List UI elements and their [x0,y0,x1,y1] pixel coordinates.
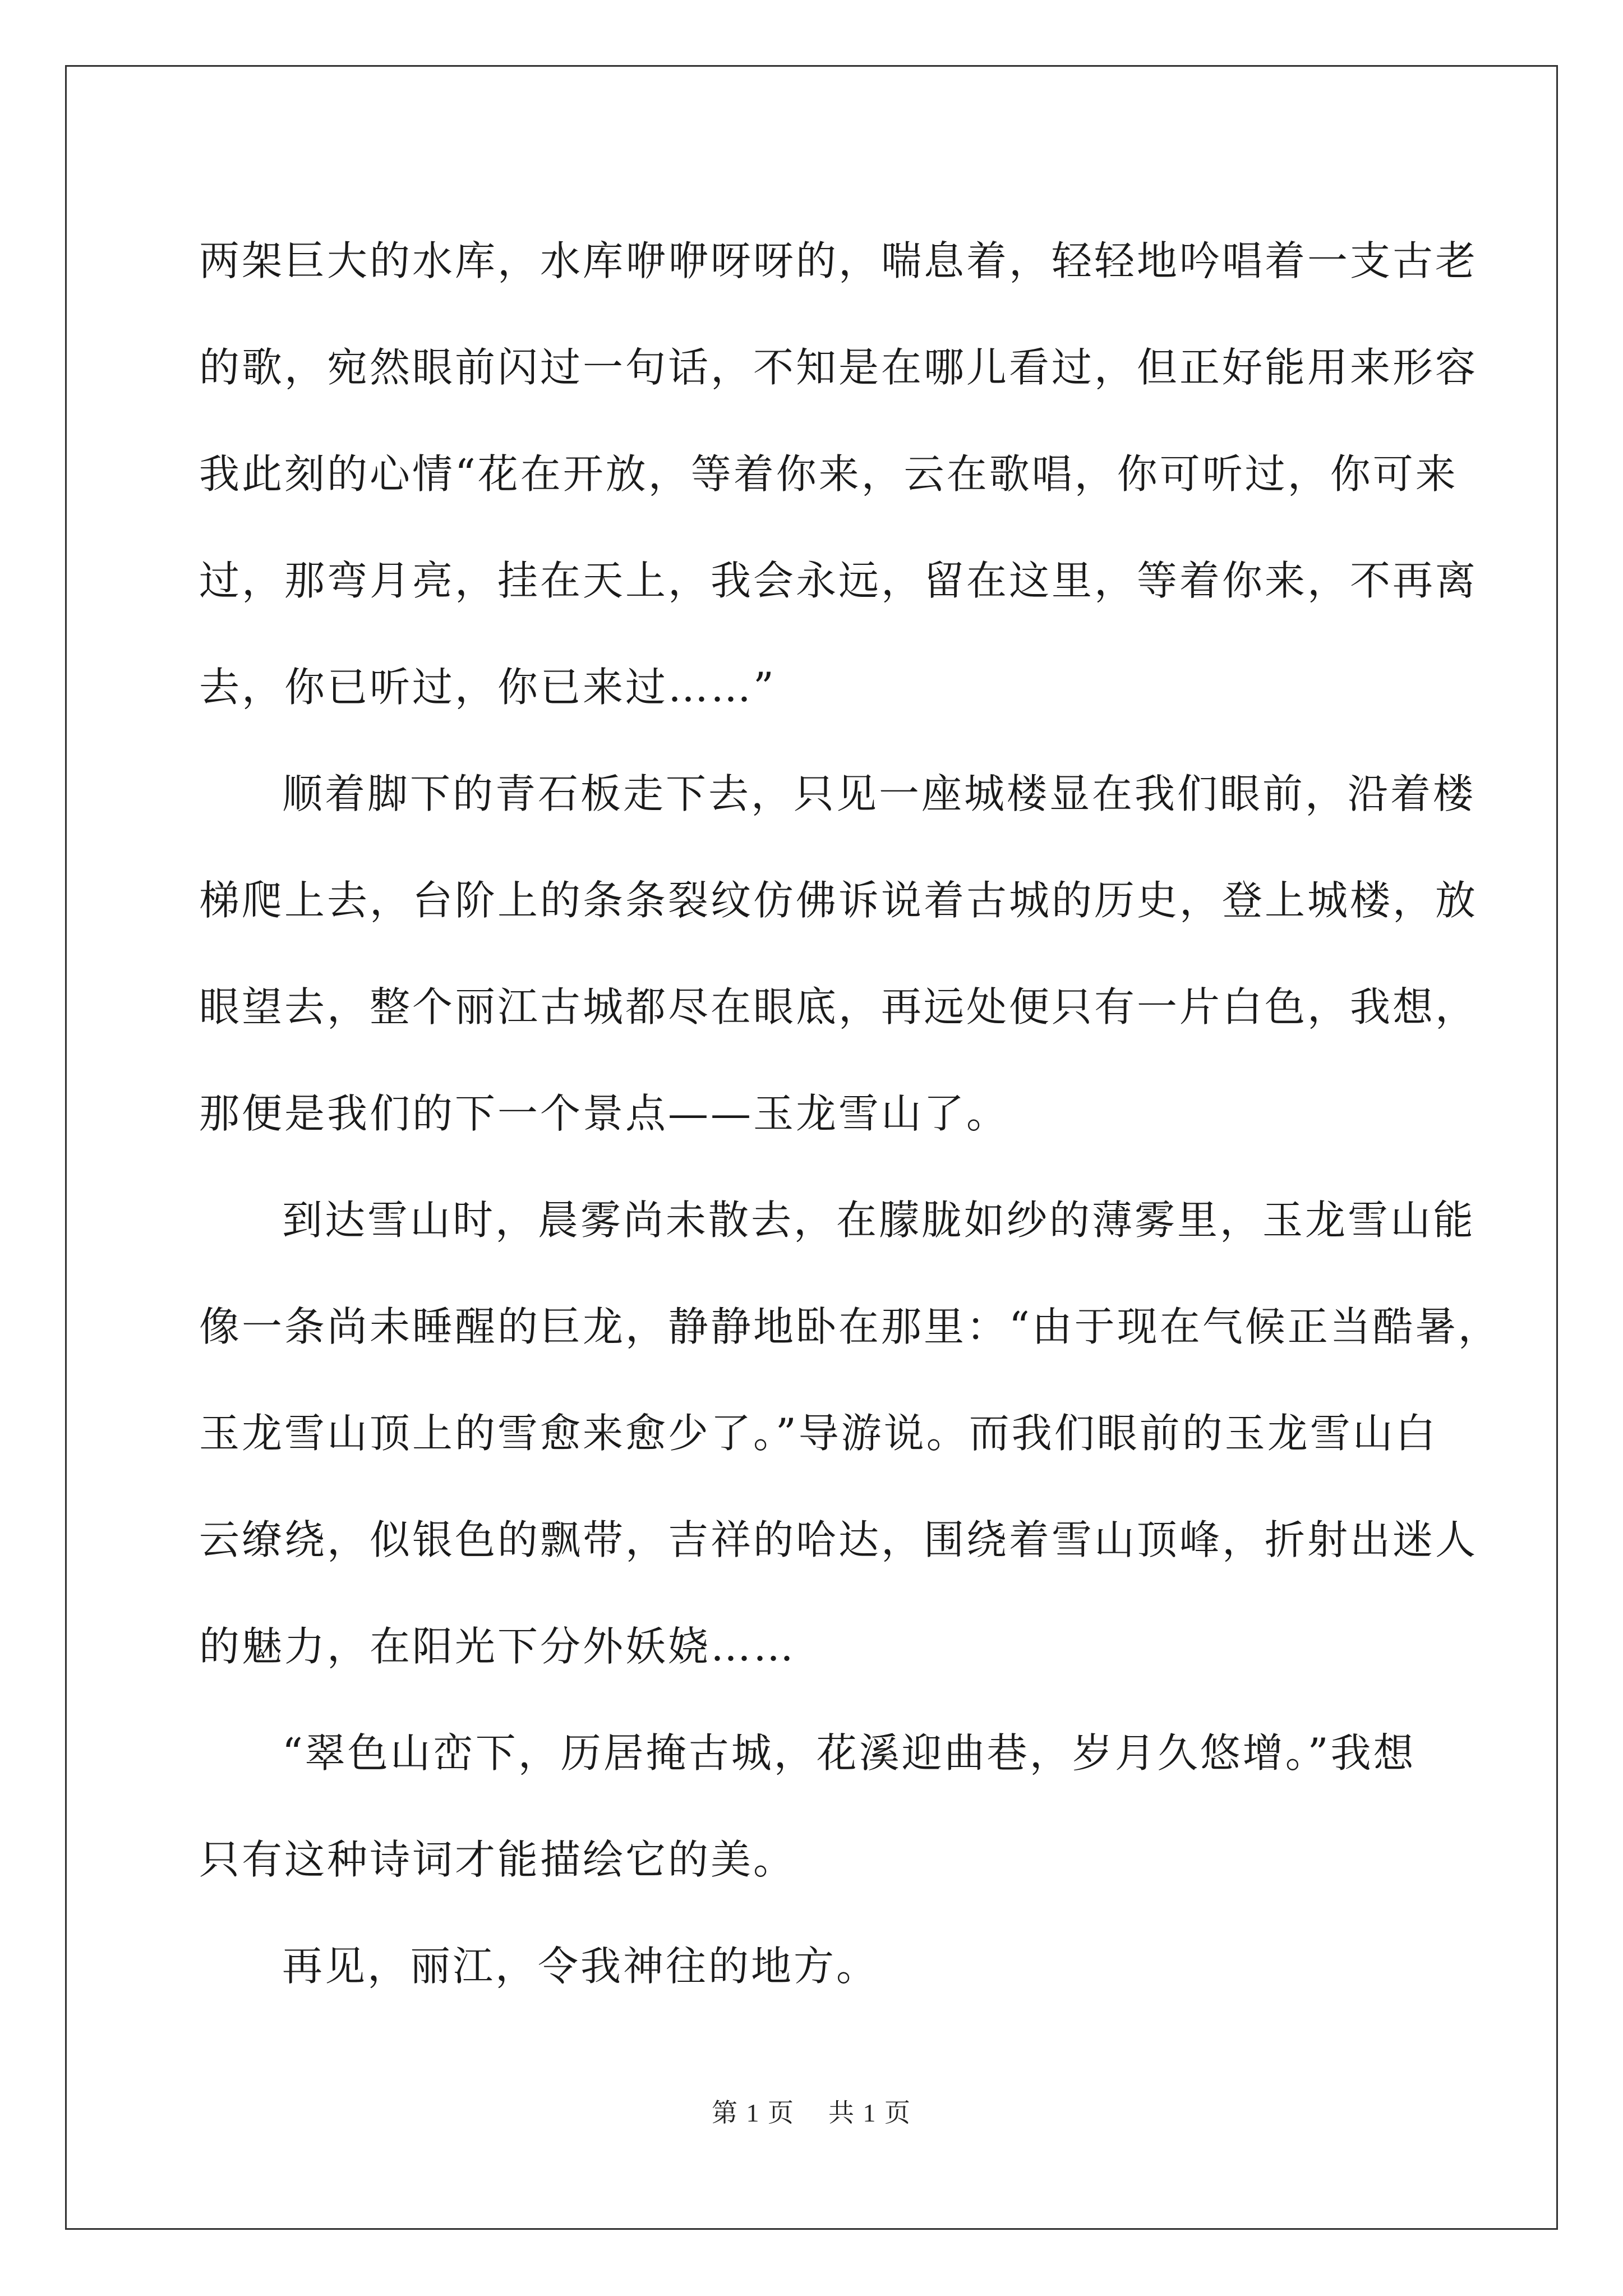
text-line: 两架巨大的水库，水库咿咿呀呀的，喘息着，轻轻地吟唱着一支古老 [199,237,1478,284]
text-line: 的歌，宛然眼前闪过一句话，不知是在哪儿看过，但正好能用来形容 [199,344,1478,391]
text-line: 过，那弯月亮，挂在天上，我会永远，留在这里，等着你来，不再离 [199,557,1478,604]
page-footer [0,2092,1623,2129]
text-line: 只有这种诗词才能描绘它的美。 [199,1836,796,1883]
document-body [199,208,1501,2019]
text-line: 去，你已听过，你已来过……” [199,664,776,711]
text-line: 玉龙雪山顶上的雪愈来愈少了。”导游说。而我们眼前的玉龙雪山白 [199,1410,1438,1457]
text-line: 眼望去，整个丽江古城都尽在眼底，再远处便只有一片白色，我想， [199,983,1478,1030]
text-line: 顺着脚下的青石板走下去，只见一座城楼显在我们眼前，沿着楼 [282,770,1476,817]
text-line: 云缭绕，似银色的飘带，吉祥的哈达，围绕着雪山顶峰，折射出迷人 [199,1516,1478,1563]
text-line: 到达雪山时，晨雾尚未散去，在朦胧如纱的薄雾里，玉龙雪山能 [282,1197,1476,1244]
page-number-current: 第 1 页 [712,2099,795,2127]
text-line: 那便是我们的下一个景点——玉龙雪山了。 [199,1090,1009,1137]
text-line: 的魅力，在阳光下分外妖娆…… [199,1623,796,1670]
text-line: “翠色山峦下，历居掩古城，花溪迎曲巷，岁月久悠增。”我想 [282,1729,1416,1777]
text-line: 我此刻的心情“花在开放，等着你来，云在歌唱，你可听过，你可来 [199,450,1458,498]
text-line: 再见，丽江，令我神往的地方。 [282,1943,879,1990]
page-number-total: 共 1 页 [828,2099,911,2127]
text-line: 梯爬上去，台阶上的条条裂纹仿佛诉说着古城的历史，登上城楼，放 [199,877,1478,924]
text-line: 像一条尚未睡醒的巨龙，静静地卧在那里：“由于现在气候正当酷暑， [199,1303,1501,1350]
